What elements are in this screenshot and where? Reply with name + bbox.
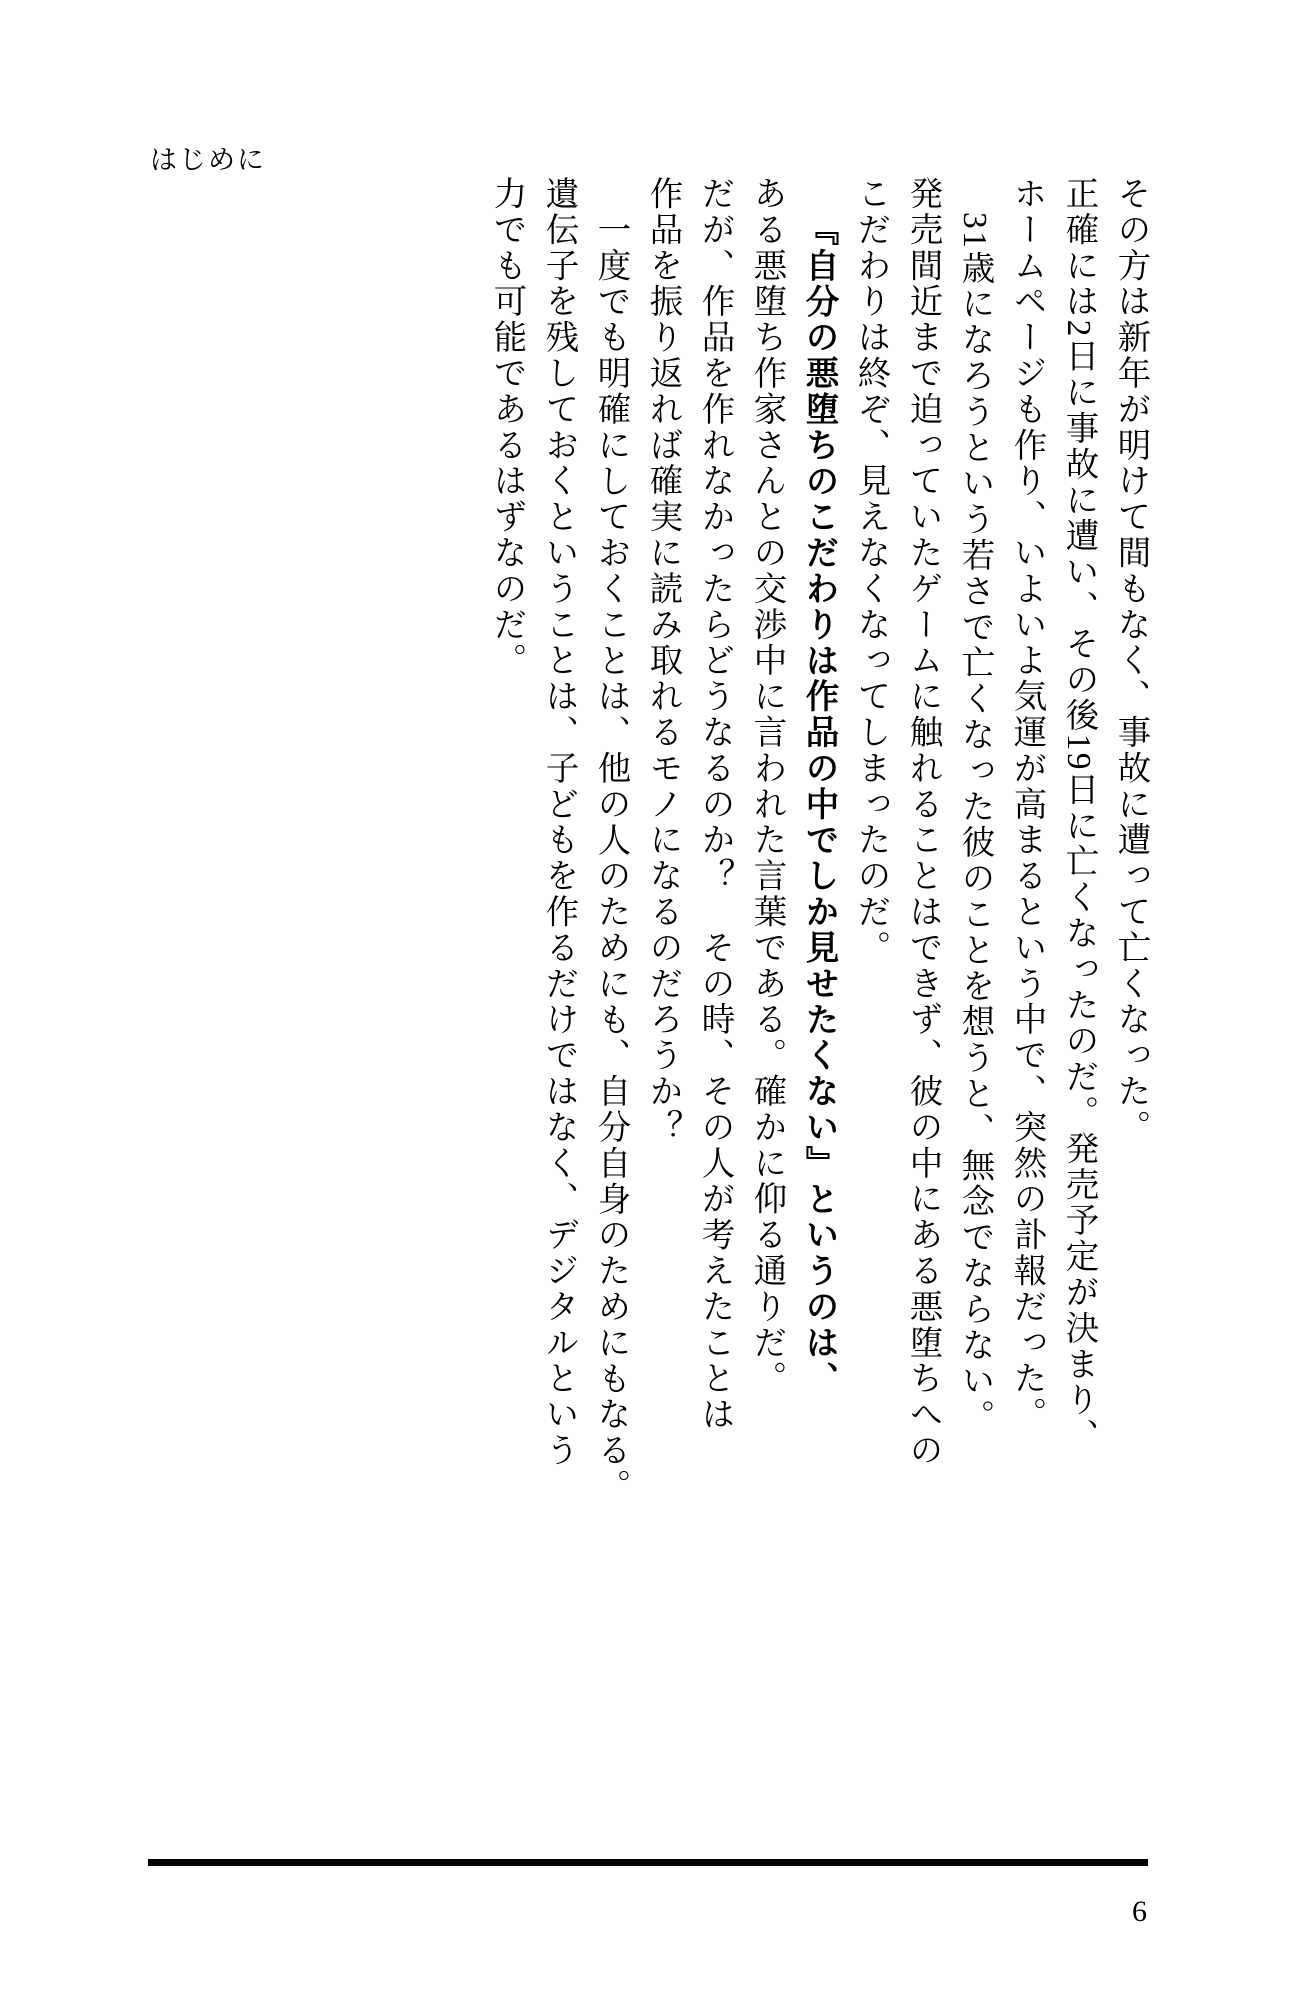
text-column: だが、作品を作れなかったらどうなるのか？ その時、その人が考えたことは (696, 176, 733, 1433)
text-column: 作品を振り返れば確実に読み取れるモノになるのだろうか？ (644, 176, 681, 1146)
text-column: 発売間近まで迫っていたゲームに触れることはできず、彼の中にある悪堕ちへの (904, 176, 941, 1469)
text-column: 正確には2日に事故に遭い、その後19日に亡くなったのだ。発売予定が決まり、 (1060, 176, 1097, 1455)
text-column: 31歳になろうという若さで亡くなった彼のことを想うと、無念でならない。 (956, 212, 993, 1435)
text-column: 一度でも明確にしておくことは、他の人のためにも、自分自身のためにもなる。 (592, 212, 629, 1505)
text-column: 遺伝子を残しておくということは、子どもを作るだけではなく、デジタルという (540, 176, 577, 1469)
vertical-text-block (212, 176, 1147, 1776)
text-column: ホームページも作り、いよいよ気運が高まるという中で、突然の訃報だった。 (1008, 176, 1045, 1433)
text-column: その方は新年が明けて間もなく、事故に遭って亡くなった。 (1112, 176, 1149, 1146)
text-column: こだわりは終ぞ、見えなくなってしまったのだ。 (852, 176, 889, 966)
text-column: 力でも可能であるはずなのだ。 (488, 176, 525, 679)
text-column: ある悪堕ち作家さんとの交渉中に言われた言葉である。確かに仰る通りだ。 (748, 176, 785, 1397)
page-number: 6 (1132, 1895, 1147, 1928)
footer-rule (148, 1859, 1148, 1866)
text-column-emphasis: 『自分の悪堕ちのこだわりは作品の中でしか見せたくない』というのは、 (800, 212, 837, 1397)
running-head: はじめに (150, 145, 266, 175)
